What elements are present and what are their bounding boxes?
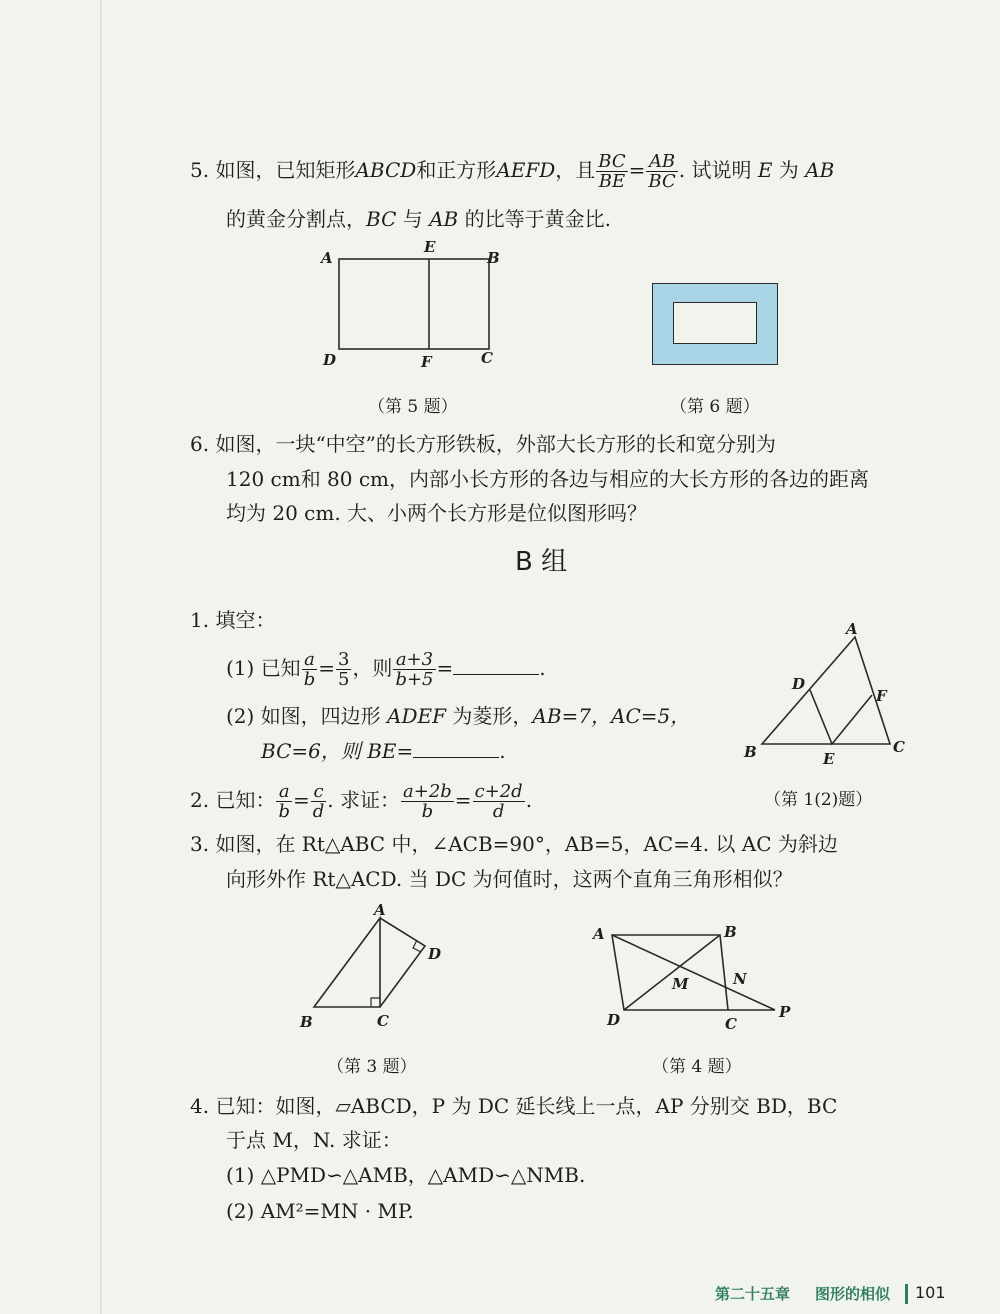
b1-text: (2) 如图，四边形 (226, 704, 381, 728)
numerator: 3 (337, 649, 350, 670)
numerator: a (302, 650, 318, 670)
b1-text: 为菱形， (452, 704, 533, 728)
q5-text: 为 (778, 158, 799, 182)
q5-segment-ab: AB (429, 207, 459, 231)
q5-square-name: AEFD (496, 158, 556, 182)
label-b: B (724, 923, 737, 941)
label-e: E (424, 238, 436, 256)
label-f: F (876, 687, 887, 705)
denominator: d (492, 801, 505, 822)
diagonal-bd (624, 935, 720, 1010)
footer-divider (905, 1284, 908, 1304)
label-n: N (733, 970, 747, 988)
b4-number: 4. (190, 1094, 210, 1118)
b1-be-label: BE= (367, 739, 414, 763)
numerator: a (276, 782, 292, 802)
q5-text: 和正方形 (416, 158, 497, 182)
b2-text: 已知： (215, 788, 276, 812)
label-c: C (481, 349, 493, 367)
equals-sign: = (628, 158, 646, 182)
label-d: D (428, 945, 442, 963)
figure-5-caption: （第 5 题） (368, 397, 458, 417)
numerator: c (311, 782, 327, 802)
q5-text: . 试说明 (678, 158, 752, 182)
label-a: A (374, 901, 386, 919)
denominator: b (303, 669, 316, 690)
b4-text: 已知：如图，▱ABCD，P 为 DC 延长线上一点，AP 分别交 BD，BC (215, 1094, 838, 1118)
equals-sign: = (436, 656, 454, 680)
b2-number: 2. (190, 788, 210, 812)
numerator: AB (646, 152, 677, 172)
q6-line2: 120 cm和 80 cm，内部小长方形的各边与相应的大长方形的各边的距离 (226, 467, 870, 491)
label-e: E (823, 750, 835, 768)
denominator: b (278, 801, 290, 822)
footer-title: 图形的相似 (815, 1285, 891, 1303)
label-f: F (421, 353, 432, 371)
numerator: a+3 (393, 650, 435, 670)
b3-text: 如图，在 Rt△ABC 中，∠ACB=90°，AB=5，AC=4. 以 AC 为斜边 (215, 832, 838, 856)
label-d: D (323, 351, 337, 369)
q5-text: 的比等于黄金比. (464, 207, 611, 231)
b4-line1 (190, 1092, 837, 1120)
label-c: C (893, 738, 905, 756)
figure-3-caption: （第 3 题） (327, 1057, 417, 1077)
q5-text: ，且 (555, 158, 596, 182)
b1-text: 填空： (215, 608, 276, 632)
denominator: d (312, 801, 325, 822)
denominator: BC (648, 171, 676, 192)
rhombus-name: ADEF (387, 704, 447, 728)
q5-segment-ab: AB (805, 158, 835, 182)
q5-text: 的黄金分割点， (226, 207, 366, 231)
period: . (525, 788, 533, 812)
b3-number: 3. (190, 832, 210, 856)
figure-1-2-caption: （第 1(2)题） (764, 790, 873, 810)
equals-sign: = (292, 788, 310, 812)
denominator: b+5 (395, 669, 434, 690)
figure-4-caption: （第 4 题） (652, 1057, 742, 1077)
q5-number: 5. (190, 158, 210, 182)
b1-number: 1. (190, 608, 210, 632)
b4-line3: (1) △PMD∽△AMB，△AMD∽△NMB. (226, 1163, 586, 1187)
page-number: 101 (915, 1283, 946, 1302)
numerator: BC (598, 151, 626, 172)
label-d: D (607, 1011, 621, 1029)
denominator: 5 (337, 669, 350, 690)
denominator: b (421, 801, 434, 822)
b4-line4: (2) AM²=MN · MP. (226, 1199, 414, 1223)
numerator: c+2d (474, 781, 523, 802)
q6-text: 如图，一块“中空”的长方形铁板，外部大长方形的长和宽分别为 (215, 432, 776, 456)
q5-point-e: E (757, 158, 773, 182)
parallelogram-abcd (612, 935, 728, 1010)
figure-6-caption: （第 6 题） (670, 397, 760, 417)
label-c: C (725, 1015, 737, 1033)
segment-ap (612, 935, 775, 1010)
label-a: A (593, 925, 605, 943)
numerator: a+2b (403, 781, 452, 802)
q5-segment-bc: BC (366, 207, 397, 231)
b4-line2: 于点 M，N. 求证： (226, 1128, 402, 1152)
label-b: B (300, 1013, 313, 1031)
q5-text: 如图，已知矩形 (215, 158, 356, 182)
equals-sign: = (318, 656, 335, 680)
label-m: M (672, 975, 689, 993)
b1-given-bc: BC=6，则 (261, 739, 361, 763)
q6-number: 6. (190, 432, 210, 456)
equals-sign: = (454, 788, 472, 812)
period: . (499, 739, 506, 763)
b1-text: ，则 (352, 656, 393, 680)
footer-chapter: 第二十五章 (715, 1285, 791, 1303)
label-b: B (487, 249, 500, 267)
b3-line2: 向形外作 Rt△ACD. 当 DC 为何值时，这两个直角三角形相似？ (226, 867, 793, 891)
q6-line3: 均为 20 cm. 大、小两个长方形是位似图形吗？ (226, 501, 648, 525)
label-b: B (744, 743, 757, 761)
label-p: P (779, 1003, 791, 1021)
period: . (539, 656, 546, 680)
b1-text: (1) 已知 (226, 656, 301, 680)
group-b-title: B 组 (515, 547, 568, 577)
label-a: A (846, 620, 858, 638)
b1-given-lengths: AB=7，AC=5， (532, 704, 691, 728)
q5-text: 与 (402, 207, 423, 231)
b2-text: . 求证： (327, 788, 400, 812)
label-c: C (377, 1012, 389, 1030)
q5-rect-name: ABCD (355, 158, 417, 182)
denominator: BE (598, 171, 626, 192)
label-d: D (792, 675, 806, 693)
label-a: A (321, 249, 333, 267)
